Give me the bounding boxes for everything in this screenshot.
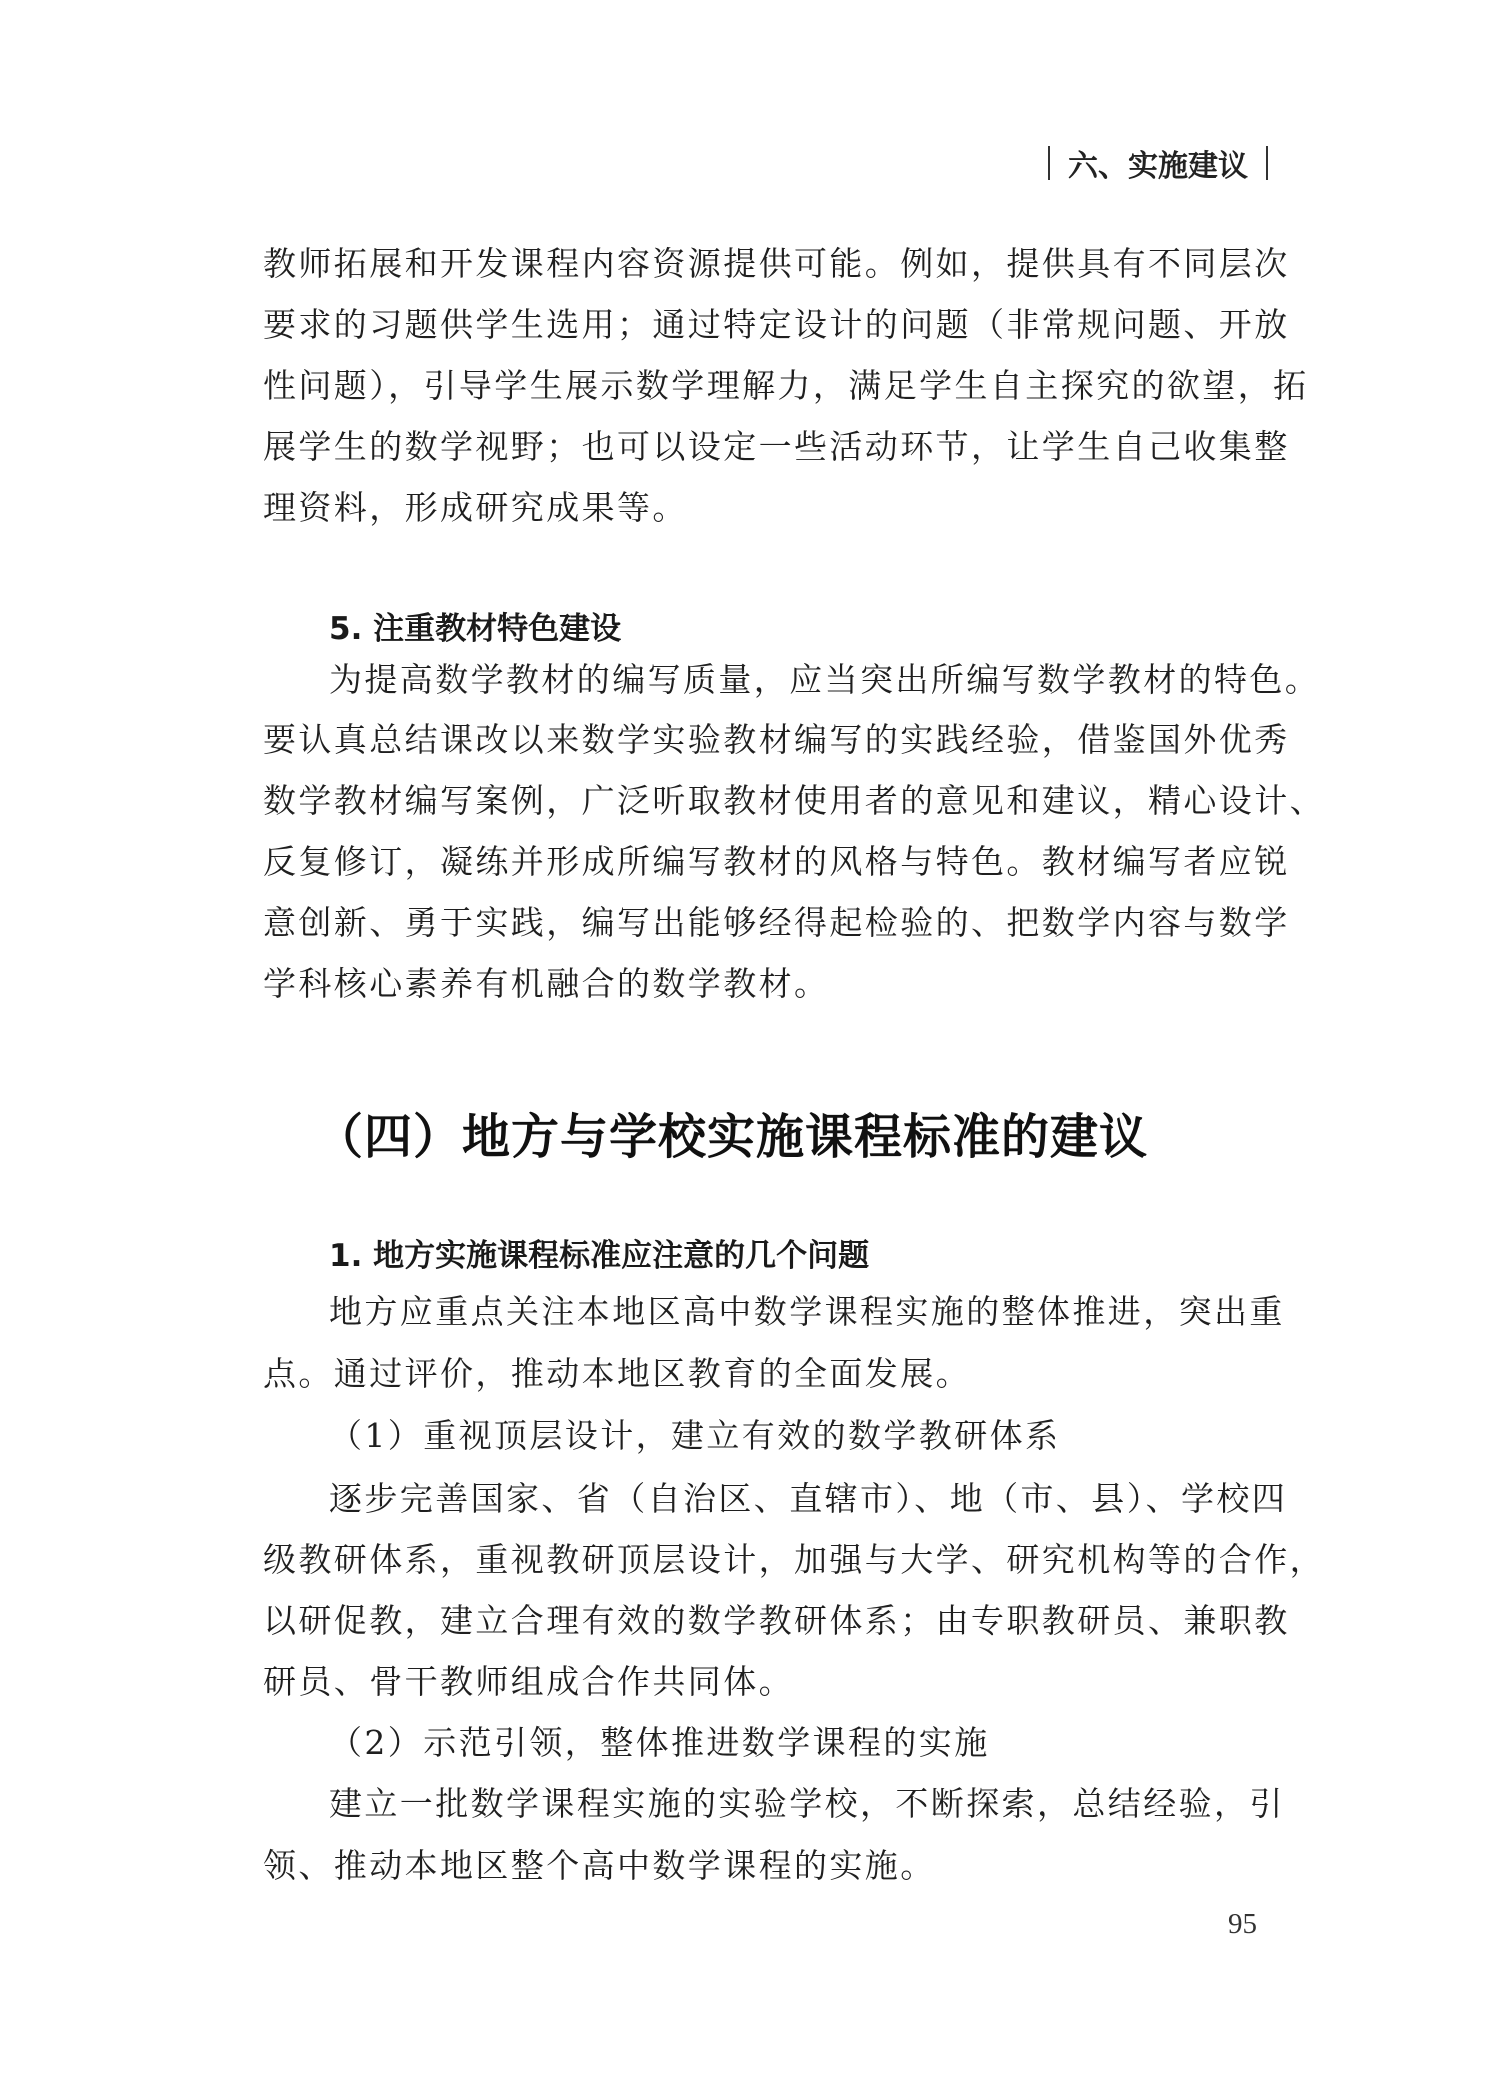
paragraph-line: 展学生的数学视野；也可以设定一些活动环节，让学生自己收集整 (263, 427, 1290, 466)
subheading-5: 5. 注重教材特色建设 (329, 611, 622, 647)
paragraph-line: 为提高数学教材的编写质量，应当突出所编写数学教材的特色。 (329, 660, 1321, 699)
running-header (1048, 141, 1268, 185)
paragraph-line: 教师拓展和开发课程内容资源提供可能。例如，提供具有不同层次 (263, 244, 1290, 283)
paragraph-line: 以研促教，建立合理有效的数学教研体系；由专职教研员、兼职教 (263, 1601, 1290, 1640)
header-left-rule (1048, 146, 1050, 180)
item-2-title: （2）示范引领，整体推进数学课程的实施 (329, 1723, 990, 1762)
paragraph-line: 理资料，形成研究成果等。 (263, 488, 688, 527)
paragraph-line: 性问题），引导学生展示数学理解力，满足学生自主探究的欲望，拓 (263, 366, 1309, 405)
paragraph-line: 研员、骨干教师组成合作共同体。 (263, 1662, 794, 1701)
paragraph-line: 反复修订，凝练并形成所编写教材的风格与特色。教材编写者应锐 (263, 842, 1290, 881)
paragraph-line: 点。通过评价，推动本地区教育的全面发展。 (263, 1354, 971, 1393)
paragraph-line: 学科核心素养有机融合的数学教材。 (263, 964, 830, 1003)
paragraph-line: 建立一批数学课程实施的实验学校，不断探索，总结经验，引 (329, 1784, 1285, 1823)
paragraph-line: 逐步完善国家、省（自治区、直辖市）、地（市、县）、学校四 (329, 1479, 1288, 1518)
paragraph-line: 领、推动本地区整个高中数学课程的实施。 (263, 1846, 936, 1885)
paragraph-line: 地方应重点关注本地区高中数学课程实施的整体推进，突出重 (329, 1292, 1285, 1331)
paragraph-line: 意创新、勇于实践，编写出能够经得起检验的、把数学内容与数学 (263, 903, 1290, 942)
paragraph-line: 要求的习题供学生选用；通过特定设计的问题（非常规问题、开放 (263, 305, 1290, 344)
page-number: 95 (1228, 1908, 1257, 1940)
paragraph-line: 数学教材编写案例，广泛听取教材使用者的意见和建议，精心设计、 (263, 781, 1325, 820)
paragraph-line: 级教研体系，重视教研顶层设计，加强与大学、研究机构等的合作， (263, 1540, 1325, 1579)
header-right-rule (1266, 146, 1268, 180)
section-title: （四）地方与学校实施课程标准的建议 (315, 1109, 1149, 1165)
header-section-title: 六、实施建议 (1068, 149, 1248, 184)
item-1-title: （1）重视顶层设计，建立有效的数学教研体系 (329, 1416, 1061, 1455)
paragraph-line: 要认真总结课改以来数学实验教材编写的实践经验，借鉴国外优秀 (263, 720, 1290, 759)
subheading-1: 1. 地方实施课程标准应注意的几个问题 (329, 1238, 870, 1274)
